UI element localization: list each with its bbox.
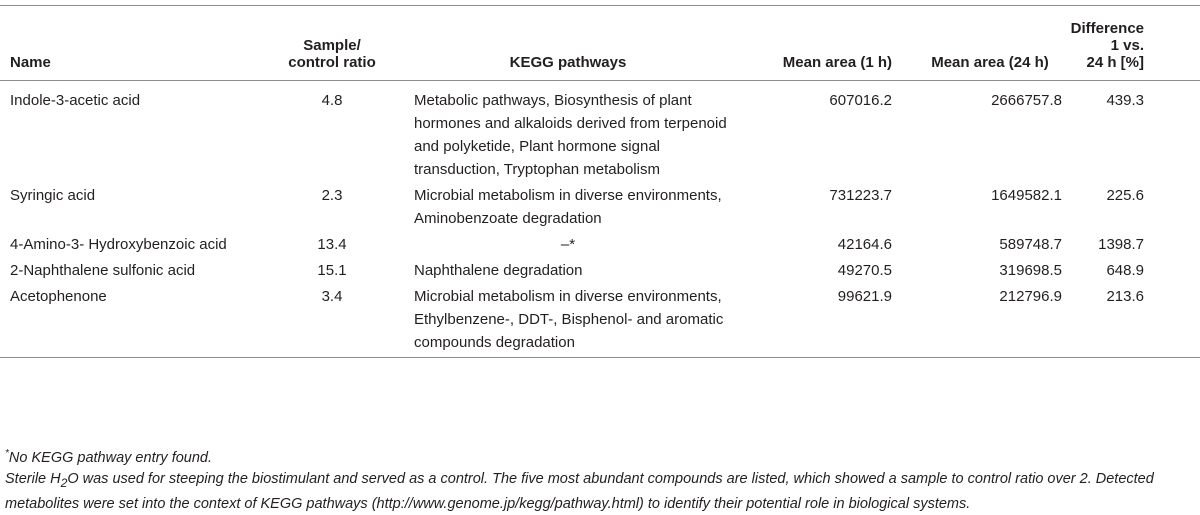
cell-mean-1h: 99621.9 — [837, 288, 892, 305]
table-header — [0, 6, 1200, 81]
cell-ratio: 3.4 — [321, 288, 343, 305]
footnote — [5, 443, 1195, 469]
cell-difference: 1398.7 — [1098, 236, 1144, 253]
cell-name: Indole-3-acetic acid — [10, 92, 141, 109]
cell-ratio: 13.4 — [317, 236, 347, 253]
header-name: Name — [10, 54, 51, 71]
cell-mean-1h: 731223.7 — [829, 187, 892, 204]
header-mean-1h: Mean area (1 h) — [782, 54, 892, 71]
header-ratio — [272, 6, 392, 81]
header-ratio-line1: Sample/ — [303, 37, 361, 54]
header-mean-24h: Mean area (24 h) — [931, 54, 1049, 71]
caption-subscript: 2 — [60, 475, 68, 490]
cell-kegg: Microbial metabolism in diverse environments, Ethylbenzene-, DDT-, Bisphenol- and aromatic compounds degradation — [414, 288, 724, 351]
header-ratio-line2: control ratio — [288, 54, 376, 71]
table-row — [0, 184, 1200, 233]
cell-mean-24h: 1649582.1 — [991, 187, 1062, 204]
cell-mean-1h: 49270.5 — [837, 262, 892, 279]
cell-mean-24h: 2666757.8 — [991, 92, 1062, 109]
table-row — [0, 233, 1200, 259]
caption — [5, 469, 1195, 515]
caption-text: O was used for steeping the biostimulant and served as a control. The five most abundant compounds are listed, which showed a sample to control ratio over 2. Detected metabolites were set into the context of KEGG pathways (http://www.genome.jp/kegg/pathway.html) to identify their potential role in biological systems. — [5, 470, 1154, 512]
cell-difference: 225.6 — [1106, 187, 1144, 204]
table-notes — [5, 443, 1195, 515]
cell-mean-24h: 212796.9 — [999, 288, 1062, 305]
cell-name: 2-Naphthalene sulfonic acid — [10, 262, 196, 279]
cell-ratio: 2.3 — [321, 187, 343, 204]
header-difference — [1068, 6, 1200, 81]
table-row — [0, 285, 1200, 358]
cell-difference: 648.9 — [1106, 262, 1144, 279]
metabolite-table — [0, 5, 1200, 358]
table-row — [0, 81, 1200, 185]
cell-name: Acetophenone — [10, 288, 107, 305]
table-row — [0, 259, 1200, 285]
cell-ratio: 15.1 — [317, 262, 347, 279]
cell-mean-24h: 589748.7 — [999, 236, 1062, 253]
cell-name: 4-Amino-3- Hydroxybenzoic acid — [10, 236, 227, 253]
footnote-text: No KEGG pathway entry found. — [8, 449, 213, 466]
cell-ratio: 4.8 — [321, 92, 343, 109]
header-difference-line2: 24 h [%] — [1086, 54, 1144, 71]
header-kegg: KEGG pathways — [509, 54, 627, 71]
table-body — [0, 81, 1200, 358]
cell-kegg: –* — [560, 236, 576, 253]
footnote-mark: * — [5, 448, 9, 459]
cell-name: Syringic acid — [10, 187, 96, 204]
cell-mean-1h: 607016.2 — [829, 92, 892, 109]
cell-mean-1h: 42164.6 — [837, 236, 892, 253]
header-difference-line1: Difference 1 vs. — [1070, 20, 1144, 54]
cell-kegg: Microbial metabolism in diverse environments, Aminobenzoate degradation — [414, 187, 722, 227]
cell-mean-24h: 319698.5 — [999, 262, 1062, 279]
cell-difference: 213.6 — [1106, 288, 1144, 305]
header-row — [0, 6, 1200, 81]
cell-kegg: Naphthalene degradation — [414, 262, 583, 279]
cell-difference: 439.3 — [1106, 92, 1144, 109]
caption-prefix: Sterile H — [5, 470, 61, 487]
cell-kegg: Metabolic pathways, Biosynthesis of plant hormones and alkaloids derived from terpenoid and polyketide, Plant hormone signal transduction, Tryptophan metabolism — [414, 92, 727, 178]
